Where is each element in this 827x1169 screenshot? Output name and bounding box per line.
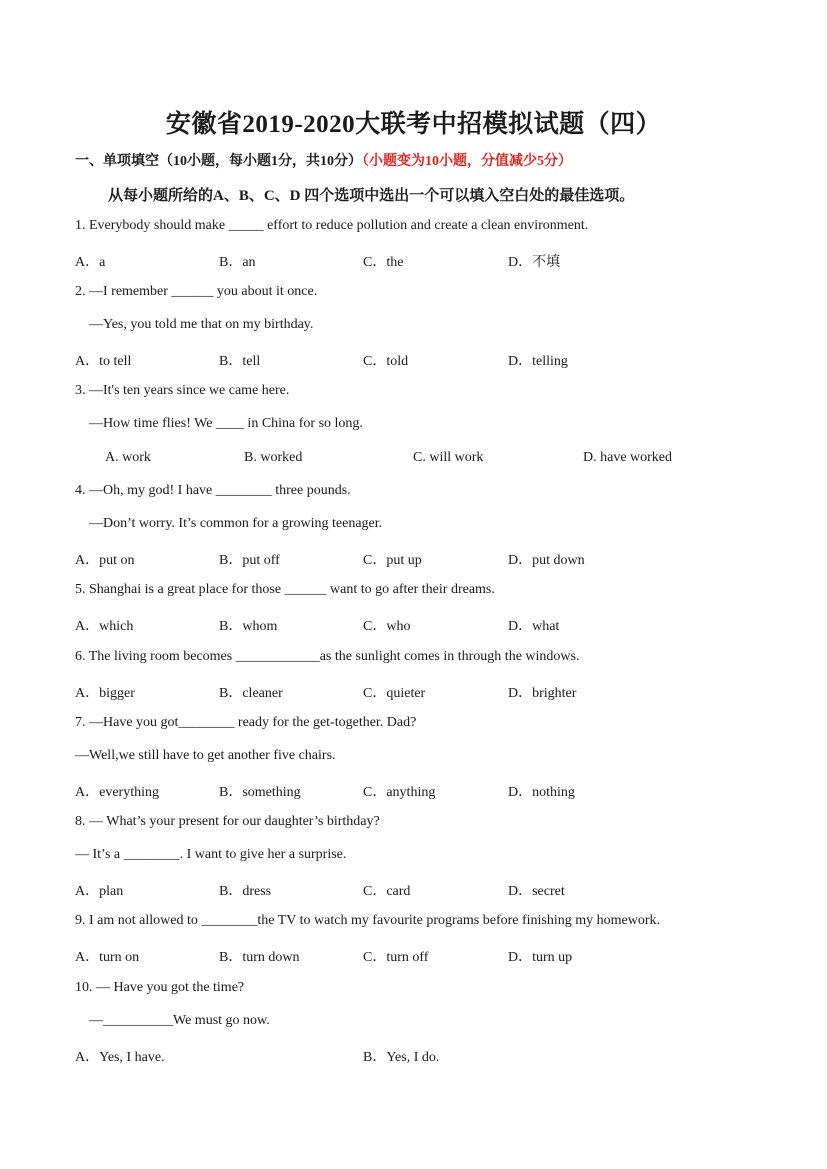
question-3-option-d: D. have worked — [583, 450, 673, 465]
question-7-line-2: —Well,we still have to get another five chairs. — [75, 748, 336, 763]
question-6-line-1: 6. The living room becomes ____________as the sunlight comes in through the windows. — [75, 649, 580, 664]
page-title: 安徽省2019-2020大联考中招模拟试题（四） — [165, 111, 662, 138]
question-2-option-c: C．told — [363, 354, 409, 369]
question-7-line-1: 7. —Have you got________ ready for the get-together. Dad? — [75, 715, 417, 730]
question-3-line-1: 3. —It's ten years since we came here. — [75, 383, 290, 398]
question-6-option-c: C．quieter — [363, 686, 426, 701]
question-4-option-b: B．put off — [219, 553, 280, 568]
question-5-option-b: B．whom — [219, 619, 278, 634]
question-6-option-b: B．cleaner — [219, 686, 283, 701]
question-6-option-a: A．bigger — [75, 686, 135, 701]
question-4-option-c: C．put up — [363, 553, 422, 568]
question-2-option-d: D．telling — [508, 354, 568, 369]
question-10-line-1: 10. — Have you got the time? — [75, 980, 245, 995]
question-8-line-2: — It’s a ________. I want to give her a surprise. — [75, 847, 347, 862]
question-4-option-a: A．put on — [75, 553, 135, 568]
question-2-line-1: 2. —I remember ______ you about it once. — [75, 284, 318, 299]
question-9-option-c: C．turn off — [363, 950, 429, 965]
question-1-option-c: C．the — [363, 255, 404, 270]
question-5-line-1: 5. Shanghai is a great place for those ______ want to go after their dreams. — [75, 582, 495, 597]
question-1-option-a: A．a — [75, 255, 106, 270]
question-10-option-b: B．Yes, I do. — [363, 1050, 440, 1065]
question-1-option-d: D．不填 — [508, 255, 561, 270]
question-7-option-c: C．anything — [363, 785, 436, 800]
question-7-option-a: A．everything — [75, 785, 159, 800]
question-3-option-b: B. worked — [244, 450, 303, 465]
question-6-option-d: D．brighter — [508, 686, 577, 701]
question-3-line-2: —How time flies! We ____ in China for so long. — [89, 416, 363, 431]
question-9-option-d: D．turn up — [508, 950, 573, 965]
question-2-option-b: B．tell — [219, 354, 261, 369]
question-7-option-b: B．something — [219, 785, 301, 800]
question-3-option-a: A. work — [105, 450, 151, 465]
question-9-line-1: 9. I am not allowed to ________the TV to watch my favourite programs before finishing my homework. — [75, 913, 661, 928]
question-8-option-b: B．dress — [219, 884, 272, 899]
question-10-line-2: —__________We must go now. — [89, 1013, 270, 1028]
instruction: 从每小题所给的A、B、C、D 四个选项中选出一个可以填入空白处的最佳选项。 — [108, 188, 635, 204]
question-9-option-b: B．turn down — [219, 950, 300, 965]
question-9-option-a: A．turn on — [75, 950, 140, 965]
question-5-option-a: A．which — [75, 619, 134, 634]
question-5-option-d: D．what — [508, 619, 560, 634]
question-8-line-1: 8. — What’s your present for our daughter’s birthday? — [75, 814, 380, 829]
section-heading-text: 一、单项填空（10小题，每小题1分，共10分） — [75, 154, 362, 169]
question-5-option-c: C．who — [363, 619, 411, 634]
question-2-line-2: —Yes, you told me that on my birthday. — [89, 317, 314, 332]
question-8-option-c: C．card — [363, 884, 411, 899]
question-3-option-c: C. will work — [413, 450, 484, 465]
question-2-option-a: A．to tell — [75, 354, 132, 369]
question-10-option-a: A．Yes, I have. — [75, 1050, 165, 1065]
question-4-line-1: 4. —Oh, my god! I have ________ three pounds. — [75, 483, 351, 498]
question-8-option-a: A．plan — [75, 884, 124, 899]
question-4-option-d: D．put down — [508, 553, 585, 568]
question-7-option-d: D．nothing — [508, 785, 575, 800]
question-8-option-d: D．secret — [508, 884, 565, 899]
section-heading — [75, 150, 572, 170]
question-1-line-1: 1. Everybody should make _____ effort to reduce pollution and create a clean environment. — [75, 218, 589, 233]
section-note: （小题变为10小题，分值减少5分） — [362, 154, 572, 169]
question-1-option-b: B．an — [219, 255, 256, 270]
question-4-line-2: —Don’t worry. It’s common for a growing teenager. — [89, 516, 383, 531]
